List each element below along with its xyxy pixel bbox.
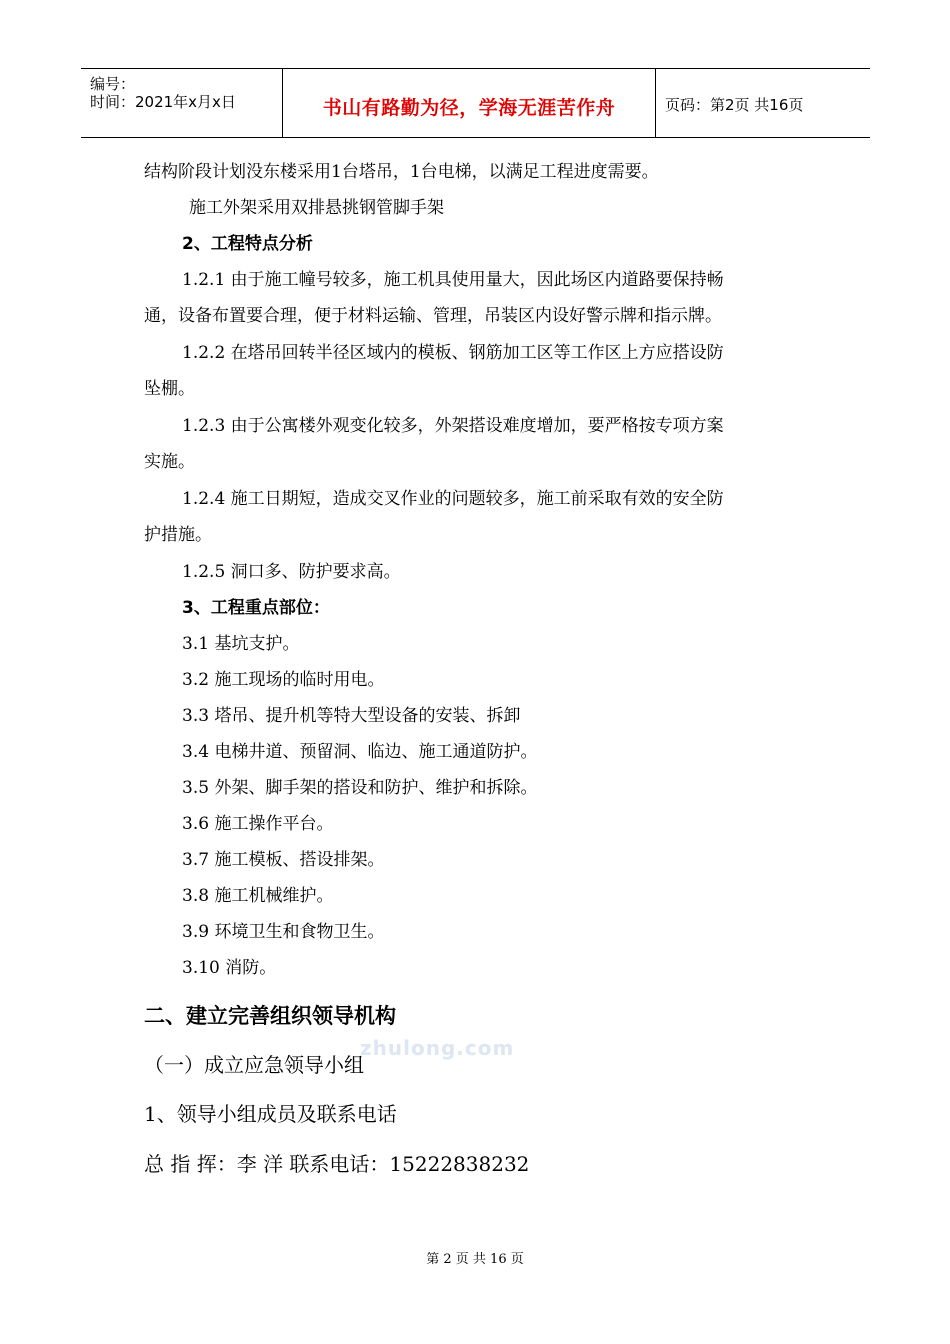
section-heading: 2、工程特点分析	[182, 234, 313, 254]
list-item: 3.1 基坑支护。	[182, 634, 300, 654]
header-motto: 书山有路勤为径，学海无涯苦作舟	[322, 97, 616, 119]
list-item: 3.9 环境卫生和食物卫生。	[182, 922, 385, 942]
list-item: 3.8 施工机械维护。	[182, 886, 334, 906]
subsection-heading: （一）成立应急领导小组	[144, 1053, 364, 1077]
list-item: 3.3 塔吊、提升机等特大型设备的安装、拆卸	[182, 706, 521, 726]
paragraph-line: 1.2.5 洞口多、防护要求高。	[182, 562, 401, 582]
page-header	[81, 68, 870, 138]
header-middle-cell	[283, 69, 656, 137]
list-item: 3.7 施工模板、搭设排架。	[182, 850, 385, 870]
paragraph-line: 坠棚。	[144, 379, 195, 399]
paragraph-line: 实施。	[144, 452, 195, 472]
paragraph-line: 护措施。	[144, 525, 212, 545]
document-id-label: 编号：	[90, 75, 136, 93]
leader-heading: 1、领导小组成员及联系电话	[144, 1102, 397, 1126]
chapter-heading: 二、建立完善组织领导机构	[144, 1004, 396, 1028]
paragraph-line: 1.2.4 施工日期短，造成交叉作业的问题较多，施工前采取有效的安全防	[182, 489, 724, 509]
list-item: 3.6 施工操作平台。	[182, 814, 334, 834]
paragraph-line: 1.2.2 在塔吊回转半径区域内的模板、钢筋加工区等工作区上方应搭设防	[182, 343, 724, 363]
header-right-cell	[656, 69, 870, 137]
body-line: 施工外架采用双排悬挑钢管脚手架	[189, 198, 444, 218]
list-item: 3.10 消防。	[182, 958, 277, 978]
section-heading: 3、工程重点部位：	[182, 598, 330, 618]
body-line: 结构阶段计划没东楼采用1台塔吊，1台电梯，以满足工程进度需要。	[144, 162, 659, 182]
page-footer: 第 2 页 共 16 页	[426, 1252, 524, 1267]
header-left-cell	[81, 69, 283, 137]
watermark-text: zhulong.com	[360, 1036, 515, 1060]
list-item: 3.5 外架、脚手架的搭设和防护、维护和拆除。	[182, 778, 538, 798]
paragraph-line: 1.2.3 由于公寓楼外观变化较多，外架搭设难度增加，要严格按专项方案	[182, 416, 724, 436]
list-item: 3.4 电梯井道、预留洞、临边、施工通道防护。	[182, 742, 538, 762]
header-page-info: 页码：第2页 共16页	[665, 96, 804, 114]
list-item: 3.2 施工现场的临时用电。	[182, 670, 385, 690]
document-date: 时间：2021年x月x日	[90, 93, 236, 111]
commander-line: 总 指 挥：李 洋 联系电话：15222838232	[144, 1152, 530, 1176]
paragraph-line: 1.2.1 由于施工幢号较多，施工机具使用量大，因此场区内道路要保持畅	[182, 270, 724, 290]
paragraph-line: 通，设备布置要合理，便于材料运输、管理，吊装区内设好警示牌和指示牌。	[144, 306, 722, 326]
